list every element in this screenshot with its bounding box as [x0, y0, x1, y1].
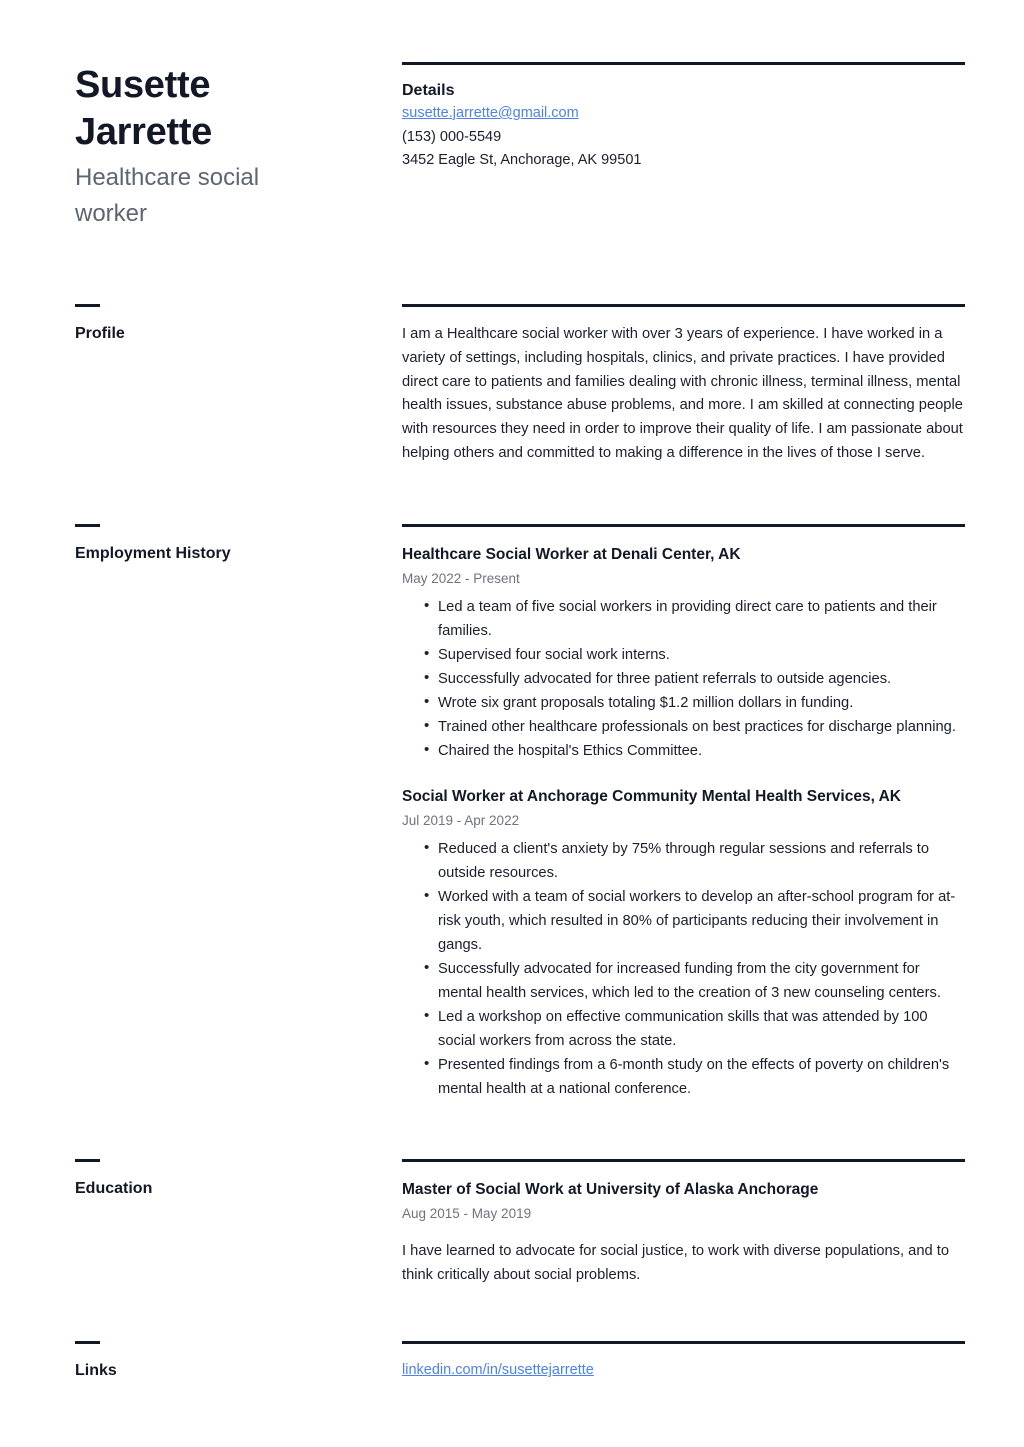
- email-link[interactable]: susette.jarrette@gmail.com: [402, 105, 579, 121]
- education-content: [402, 1159, 965, 1288]
- employment-label-col: [75, 524, 402, 565]
- list-item: • Wrote six grant proposals totaling $1.2 million dollars in funding.: [402, 691, 965, 715]
- employment-entry-bullets: [402, 837, 965, 1101]
- employment-entry: [402, 542, 965, 763]
- list-item: • Presented findings from a 6-month study on the effects of poverty on children's mental health at a national conference.: [402, 1053, 965, 1101]
- section-dash-icon: [75, 1341, 100, 1344]
- section-label-links: Links: [75, 1362, 117, 1380]
- job-title: Healthcare social worker: [75, 164, 260, 227]
- employment-entry-title: Social Worker at Anchorage Community Mental Health Services, AK: [402, 787, 902, 805]
- details-heading: Details: [402, 82, 455, 99]
- education-rule: [402, 1159, 965, 1162]
- employment-entry-title: Healthcare Social Worker at Denali Center, AK: [402, 545, 741, 563]
- details-phone: (153) 000-5549: [402, 128, 502, 145]
- employment-content: [402, 524, 965, 1101]
- education-entry-title: Master of Social Work at University of Alaska Anchorage: [402, 1180, 819, 1198]
- profile-rule: [402, 304, 965, 307]
- links-label-col: [75, 1341, 402, 1382]
- employment-rule: [402, 524, 965, 527]
- section-label-employment-history: Employment History: [75, 544, 231, 562]
- list-item: • Successfully advocated for three patient referrals to outside agencies.: [402, 667, 965, 691]
- education-entry-date: Aug 2015 - May 2019: [402, 1205, 532, 1221]
- education-entry: [402, 1177, 965, 1288]
- details-section: [402, 62, 965, 173]
- list-item: • Supervised four social work interns.: [402, 643, 965, 667]
- education-row: [75, 1159, 965, 1288]
- linkedin-link[interactable]: linkedin.com/in/susettejarrette: [402, 1362, 594, 1379]
- employment-entry-date: May 2022 - Present: [402, 570, 520, 586]
- header-row: [75, 62, 965, 232]
- list-item: • Led a workshop on effective communication skills that was attended by 100 social workers from across the state.: [402, 1005, 965, 1053]
- section-dash-icon: [75, 1159, 100, 1162]
- section-dash-icon: [75, 304, 100, 307]
- employment-entry-date: Jul 2019 - Apr 2022: [402, 812, 520, 828]
- header-identity: [75, 62, 402, 232]
- employment-row: [75, 524, 965, 1101]
- section-dash-icon: [75, 524, 100, 527]
- last-name: Jarrette: [75, 111, 213, 153]
- details-email-line: [402, 102, 965, 126]
- links-rule: [402, 1341, 965, 1344]
- list-item: • Led a team of five social workers in providing direct care to patients and their families.: [402, 595, 965, 643]
- first-name: Susette: [75, 64, 211, 106]
- list-item: • Successfully advocated for increased funding from the city government for mental health services, which led to the creation of 3 new counseling centers.: [402, 957, 965, 1005]
- list-item: • Reduced a client's anxiety by 75% through regular sessions and referrals to outside resources.: [402, 837, 965, 885]
- profile-row: [75, 304, 965, 466]
- section-label-education: Education: [75, 1179, 153, 1197]
- links-list: [402, 1359, 965, 1383]
- education-entry-description: I have learned to advocate for social justice, to work with diverse populations, and to think critically about social problems.: [402, 1242, 950, 1283]
- details-address: 3452 Eagle St, Anchorage, AK 99501: [402, 152, 642, 168]
- profile-text: I am a Healthcare social worker with over 3 years of experience. I have worked in a variety of settings, including hospitals, clinics, and private practices. I have provided direct care to patients and families dealing with chronic illness, terminal illness, mental health issues, substance abuse problems, and more. I am skilled at connecting people with resources they need in order to improve their quality of life. I am passionate about helping others and committed to making a difference in the lives of those I serve.: [402, 326, 963, 461]
- employment-entry: [402, 784, 965, 1101]
- details-rule: [402, 62, 965, 65]
- education-label-col: [75, 1159, 402, 1200]
- profile-label-col: [75, 304, 402, 345]
- list-item: • Trained other healthcare professionals on best practices for discharge planning.: [402, 715, 965, 739]
- section-label-profile: Profile: [75, 325, 125, 342]
- page-title: [75, 62, 315, 156]
- list-item: • Worked with a team of social workers to develop an after-school program for at-risk youth, which resulted in 80% of participants reducing their involvement in gangs.: [402, 885, 965, 957]
- links-row: [75, 1341, 965, 1383]
- list-item: • Chaired the hospital's Ethics Committee.: [402, 739, 965, 763]
- profile-content: [402, 304, 965, 466]
- links-content: [402, 1341, 965, 1383]
- employment-entry-bullets: [402, 595, 965, 763]
